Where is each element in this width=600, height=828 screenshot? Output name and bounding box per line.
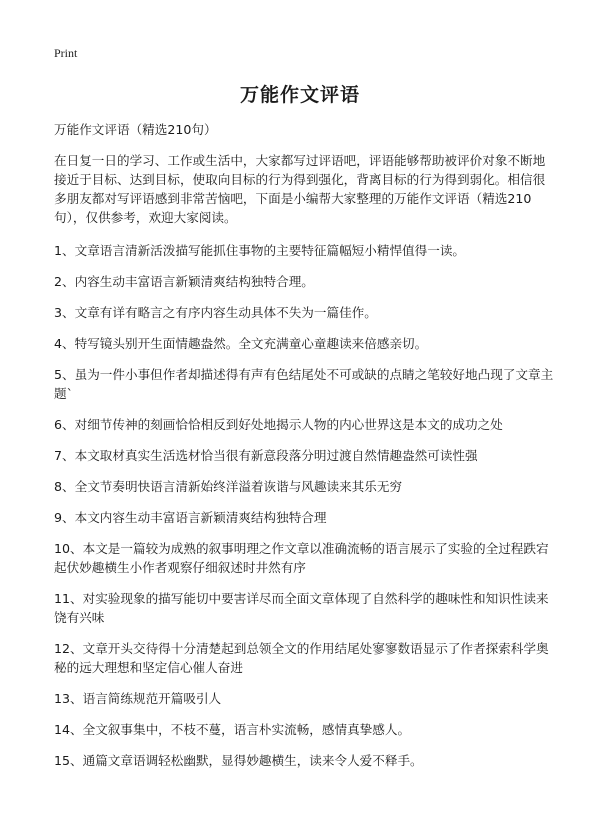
list-item: 14、全文叙事集中，不枝不蔓，语言朴实流畅，感情真挚感人。 [54, 722, 411, 737]
print-link[interactable]: Print [54, 46, 78, 60]
list-item: 6、对细节传神的刻画恰恰相反到好处地揭示人物的内心世界这是本文的成功之处 [54, 417, 503, 432]
list-item: 9、本文内容生动丰富语言新颖清爽结构独特合理 [54, 510, 327, 525]
list-item: 2、内容生动丰富语言新颖清爽结构独特合理。 [54, 274, 314, 289]
list-item: 15、通篇文章语调轻松幽默，显得妙趣横生，读来令人爱不释手。 [54, 753, 423, 768]
list-item: 3、文章有详有略言之有序内容生动具体不失为一篇佳作。 [54, 305, 377, 320]
page-title: 万能作文评语 [239, 84, 360, 106]
list-item: 5、虽为一件小事但作者却描述得有声有色结尾处不可或缺的点睛之笔较好地凸现了文章主题` [54, 367, 554, 401]
list-item: 8、全文节奏明快语言清新始终洋溢着诙谐与风趣读来其乐无穷 [54, 479, 403, 494]
list-item: 10、本文是一篇较为成熟的叙事明理之作文章以准确流畅的语言展示了实验的全过程跌宕起伏妙趣横生小作者观察仔细叙述时井然有序 [54, 541, 549, 575]
list-item: 7、本文取材真实生活选材恰当很有新意段落分明过渡自然情趣盎然可读性强 [54, 448, 478, 463]
list-item: 12、文章开头交待得十分清楚起到总领全文的作用结尾处寥寥数语显示了作者探索科学奥秘的远大理想和坚定信心催人奋进 [54, 641, 549, 675]
document-body [54, 120, 554, 782]
intro-paragraph: 在日复一日的学习、工作或生活中，大家都写过评语吧，评语能够帮助被评价对象不断地接近于目标、达到目标，使取向目标的行为得到强化，背离目标的行为得到弱化。相信很多朋友都对写评语感到非常苦恼吧，下面是小编帮大家整理的万能作文评语（精选210句），仅供参考，欢迎大家阅读。 [54, 153, 546, 225]
list-item: 13、语言简练规范开篇吸引人 [54, 691, 222, 706]
list-item: 11、对实验现象的描写能切中要害详尽而全面文章体现了自然科学的趣味性和知识性读来饶有兴味 [54, 591, 549, 625]
list-item: 1、文章语言清新活泼描写能抓住事物的主要特征篇幅短小精悍值得一读。 [54, 243, 466, 258]
document-subtitle: 万能作文评语（精选210句） [54, 122, 217, 137]
list-item: 4、特写镜头别开生面情趣盎然。全文充满童心童趣读来倍感亲切。 [54, 336, 428, 351]
